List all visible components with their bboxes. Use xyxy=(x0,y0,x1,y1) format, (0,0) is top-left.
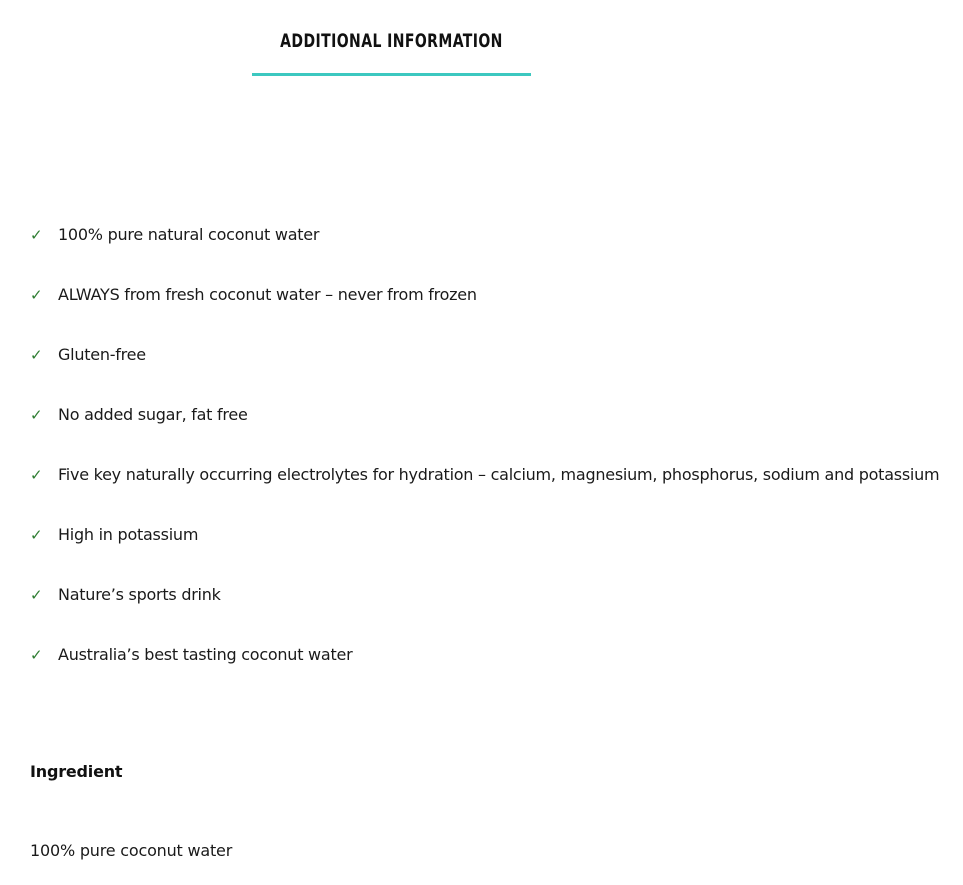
ingredient-text: 100% pure coconut water xyxy=(30,841,233,860)
feature-text: 100% pure natural coconut water xyxy=(58,225,320,244)
checkmark-icon: ✓ xyxy=(30,466,43,484)
tab-title: ADDITIONAL INFORMATION xyxy=(280,30,503,52)
feature-text: High in potassium xyxy=(58,525,199,544)
list-item xyxy=(30,582,939,642)
ingredient-heading: Ingredient xyxy=(30,762,123,781)
checkmark-icon: ✓ xyxy=(30,586,43,604)
checkmark-icon: ✓ xyxy=(30,526,43,544)
feature-text: ALWAYS from fresh coconut water – never from frozen xyxy=(58,285,477,304)
checkmark-icon: ✓ xyxy=(30,646,43,664)
list-item xyxy=(30,222,939,282)
feature-text: No added sugar, fat free xyxy=(58,405,248,424)
feature-text: Nature’s sports drink xyxy=(58,585,221,604)
list-item xyxy=(30,522,939,582)
checkmark-icon: ✓ xyxy=(30,226,43,244)
list-item xyxy=(30,462,939,522)
list-item xyxy=(30,642,939,702)
list-item xyxy=(30,282,939,342)
feature-text: Gluten-free xyxy=(58,345,146,364)
feature-text: Australia’s best tasting coconut water xyxy=(58,645,353,664)
checkmark-icon: ✓ xyxy=(30,286,43,304)
feature-text: Five key naturally occurring electrolytes for hydration – calcium, magnesium, phosphorus, sodium and potassium xyxy=(58,465,940,484)
tab-active-underline xyxy=(252,73,531,76)
checkmark-icon: ✓ xyxy=(30,346,43,364)
feature-list xyxy=(30,222,939,702)
list-item xyxy=(30,402,939,462)
tab-additional-information[interactable] xyxy=(252,30,531,76)
checkmark-icon: ✓ xyxy=(30,406,43,424)
list-item xyxy=(30,342,939,402)
